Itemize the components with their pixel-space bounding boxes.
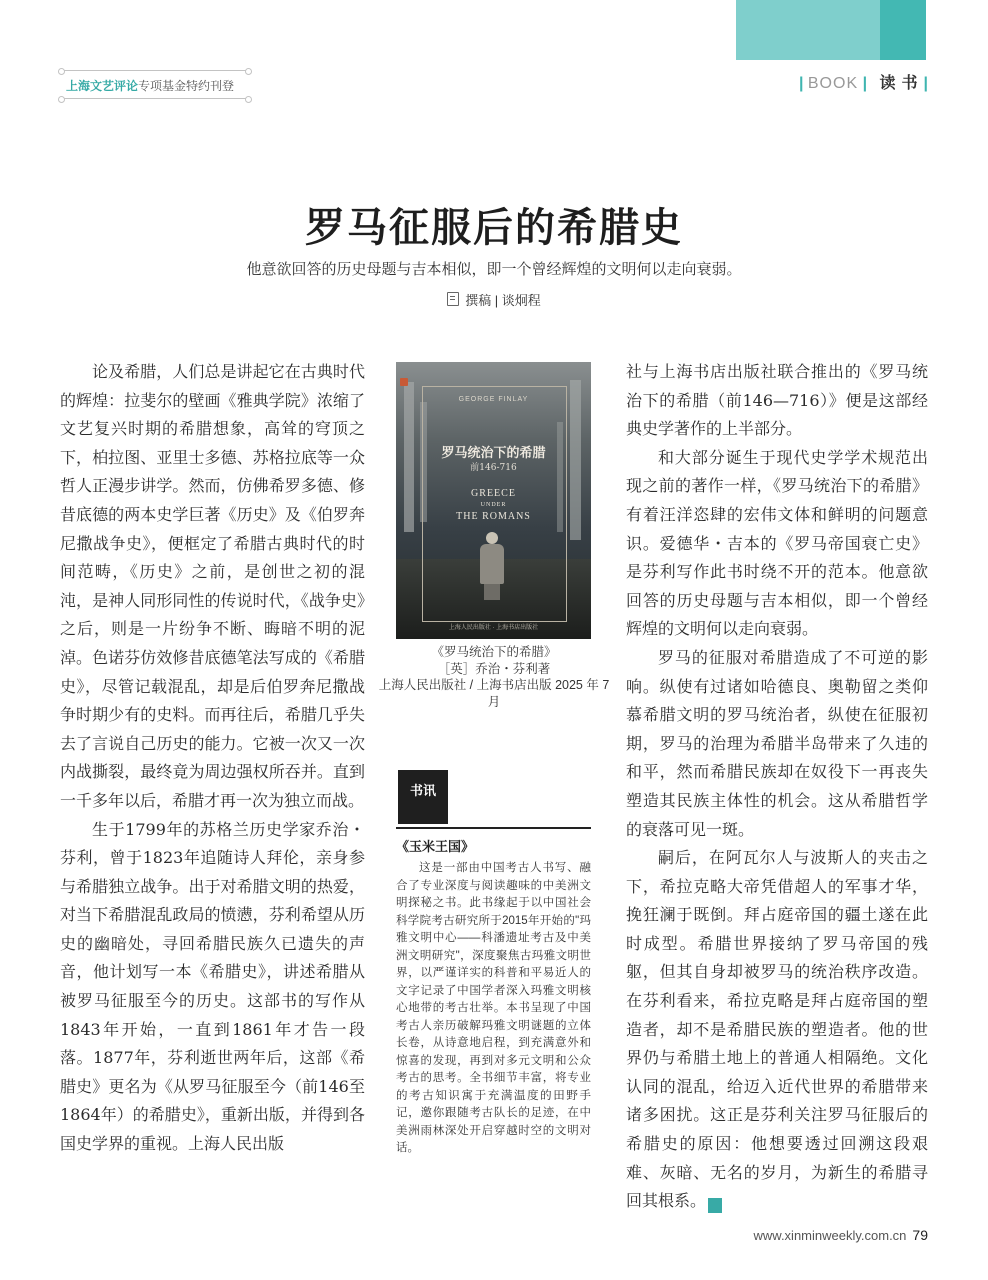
cover-title-cn: 罗马统治下的希腊	[441, 446, 546, 461]
section-label	[799, 70, 928, 93]
article-column-right	[626, 358, 928, 1216]
ornament-rule-top	[60, 70, 250, 71]
news-tag-label: 书讯	[409, 783, 436, 798]
publisher-logo-icon	[400, 378, 408, 386]
section-bar-mid: |	[862, 75, 868, 92]
cover-title-en-1: GREECE	[471, 488, 516, 499]
news-book-title: 《玉米王国》	[396, 839, 475, 854]
byline	[0, 290, 988, 309]
paragraph: 社与上海书店出版社联合推出的《罗马统治下的希腊（前146—716）》便是这部经典史学著作的上半部分。	[626, 362, 928, 439]
footer-url: www.xinminweekly.com.cn	[753, 1228, 907, 1243]
news-tag	[398, 770, 448, 824]
cover-title-en-2: UNDER	[480, 502, 507, 508]
column-sponsor-note: 专项基金特约刊登	[138, 79, 235, 93]
section-cn: 读书	[879, 75, 924, 92]
cover-publisher: 上海人民出版社 · 上海书店出版社	[448, 625, 539, 631]
caption-title: 《罗马统治下的希腊》	[431, 645, 557, 659]
pen-icon	[447, 292, 459, 306]
section-bar-left: |	[798, 75, 804, 92]
article-column-left	[60, 358, 365, 1159]
section-en: BOOK	[807, 75, 859, 92]
end-mark-icon: 文	[708, 1198, 722, 1213]
paragraph: 生于1799年的苏格兰历史学家乔治・芬利，曾于1823年追随诗人拜伦，亲身参与希腊独立战争。出于对希腊文明的热爱，对当下希腊混乱政局的愤懑，芬利希望从历史的幽暗处，寻回希腊民族久已遗失的声音，他计划写一本《希腊史》，讲述希腊从被罗马征服至今的历史。这部书的写作从1843年开始，一直到1861年才告一段落。1877年，芬利逝世两年后，这部《希腊史》更名为《从罗马征服至今（前146至1864年）的希腊史》，重新出版，并得到各国史学界的重视。上海人民出版	[60, 819, 365, 1154]
corner-accent-block	[880, 0, 926, 60]
news-rule	[396, 827, 591, 829]
news-body: 这是一部由中国考古人书写、融合了专业深度与阅读趣味的中美洲文明探秘之书。此书缘起于以中国社会科学院考古研究所于2015年开始的"玛雅文明中心——科潘遗址考古及中美洲文明研究"，深度聚焦古玛雅文明世界，以严谨详实的科普和平易近人的文字记录了中国学者深入玛雅文明核心地带的考古壮举。本书呈现了中国考古人亲历破解玛雅文明谜题的立体长卷，从诗意地启程，到充满意外和惊喜的发现，再到对多元文明和公众考古的思考。全书细节丰富，将专业的考古知识寓于充满温度的田野手记，邀你跟随考古队长的足迹，在中美洲雨林深处开启穿越时空的文明对话。	[396, 862, 591, 1154]
cover-title-en-3: THE ROMANS	[456, 511, 531, 522]
byline-text: 撰稿 | 谈炯程	[465, 293, 541, 308]
paragraph: 论及希腊，人们总是讲起它在古典时代的辉煌：拉斐尔的壁画《雅典学院》浓缩了文艺复兴时期的希腊想象，高耸的穹顶之下，柏拉图、亚里士多德、苏格拉底等一众哲人正漫步讲学。然而，仿佛希罗多德、修昔底德的两本史学巨著《历史》及《伯罗奔尼撒战争史》，便框定了希腊古典时代的时间范畴，《历史》之前，是创世之初的混沌，是神人同形同性的传说时代，《战争史》之后，则是一片纷争不断、晦暗不明的泥淖。色诺芬仿效修昔底德笔法写成的《希腊史》，尽管记载混乱，却是后伯罗奔尼撒战争时期少有的史料。而再往后，希腊几乎失去了言说自己历史的能力。它被一次又一次内战撕裂，最终竟为周边强权所吞并。直到一千多年以后，希腊才再一次为独立而战。	[60, 362, 365, 810]
paragraph: 嗣后，在阿瓦尔人与波斯人的夹击之下，希拉克略大帝凭借超人的军事才华，挽狂澜于既倒。拜占庭帝国的疆土遂在此时成型。希腊世界接纳了罗马帝国的残躯，但其自身却被罗马的统治秩序改造。在芬利看来，希拉克略是拜占庭帝国的塑造者，却不是希腊民族的塑造者。他的世界仍与希腊土地上的普通人相隔绝。文化认同的混乱，给迈入近代世界的希腊带来诸多困扰。这正是芬利关注罗马征服后的希腊史的原因：他想要透过回溯这段艰难、灰暗、无名的岁月，为新生的希腊寻回其根系。	[626, 848, 928, 1211]
ornament-rule-bottom	[60, 98, 250, 99]
column-brand: 上海文艺评论	[66, 79, 139, 93]
cover-author: GEORGE FINLAY	[458, 396, 529, 403]
cover-figure-illustration	[474, 532, 510, 600]
cover-period: 前146-716	[470, 463, 517, 473]
corner-color-tab	[736, 0, 926, 60]
book-cover-image	[396, 362, 591, 639]
paragraph: 罗马的征服对希腊造成了不可逆的影响。纵使有过诸如哈德良、奥勒留之类仰慕希腊文明的罗马统治者，纵使在征服初期，罗马的治理为希腊半岛带来了久违的和平，然而希腊民族却在奴役下一再丧失塑造其民族主体性的机会。这从希腊哲学的衰落可见一斑。	[626, 647, 928, 839]
article-title: 罗马征服后的希腊史	[305, 204, 683, 251]
book-caption	[378, 644, 610, 710]
column-sponsor-header	[60, 70, 250, 100]
paragraph: 和大部分诞生于现代史学学术规范出现之前的著作一样，《罗马统治下的希腊》有着汪洋恣肆的宏伟文体和鲜明的问题意识。爱德华・吉本的《罗马帝国衰亡史》是芬利写作此书时绕不开的范本。他意欲回答的历史母题与吉本相似，即一个曾经辉煌的文明何以走向衰弱。	[626, 447, 928, 639]
caption-author: ［英］乔治・芬利著	[437, 661, 551, 676]
article-subtitle: 他意欲回答的历史母题与吉本相似，即一个曾经辉煌的文明何以走向衰弱。	[246, 261, 742, 278]
page-footer	[754, 1227, 929, 1243]
section-bar-right: |	[923, 75, 928, 92]
page-number: 79	[912, 1227, 928, 1243]
caption-publisher: 上海人民出版社 / 上海书店出版 2025 年 7 月	[378, 678, 610, 709]
